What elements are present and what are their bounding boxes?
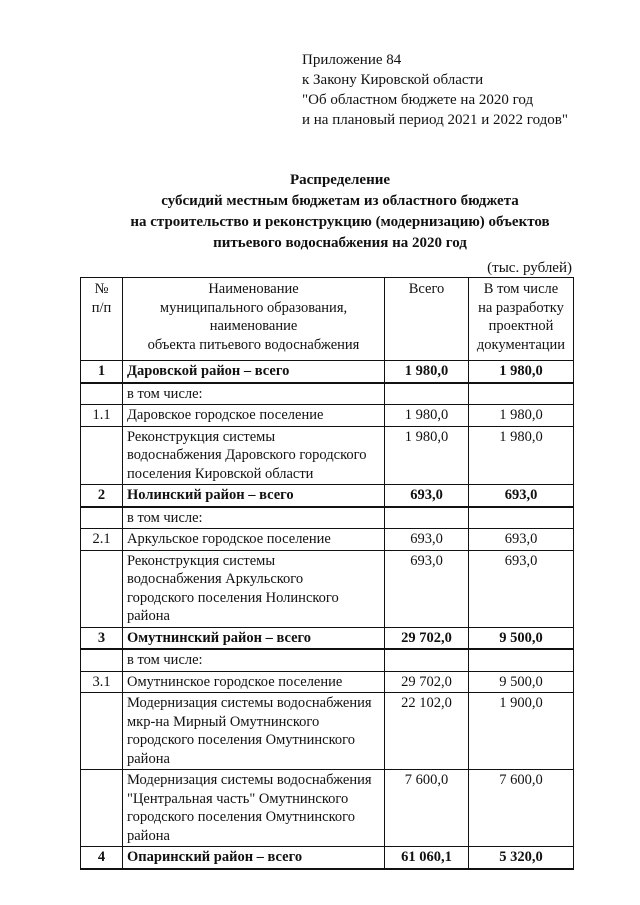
cell-name: Реконструкция системы водоснабжения Даровского городского поселения Кировской области [123, 426, 385, 485]
title-line: Распределение [289, 172, 391, 188]
cell-name: Даровской район – всего [123, 361, 385, 383]
cell-total: 29 702,0 [385, 671, 469, 693]
cell-total: 1 980,0 [385, 361, 469, 383]
cell-name: Омутнинское городское поселение [123, 671, 385, 693]
cell-number [81, 693, 123, 770]
table-row [81, 405, 574, 427]
appendix-line: к Закону Кировской области [302, 72, 484, 88]
cell-name: Даровское городское поселение [123, 405, 385, 427]
cell-number: 3.1 [81, 671, 123, 693]
appendix-line: "Об областном бюджете на 2020 год [302, 92, 534, 108]
cell-design: 5 320,0 [469, 847, 574, 869]
cell-name: в том числе: [123, 383, 385, 405]
appendix-header [302, 50, 568, 130]
cell-name: Модернизация системы водоснабжения мкр-на Мирный Омутнинского городского поселения Омутнинского района [123, 693, 385, 770]
table-row [81, 693, 574, 770]
cell-design [469, 649, 574, 671]
cell-total: 693,0 [385, 529, 469, 551]
cell-number [81, 550, 123, 627]
cell-design: 693,0 [469, 485, 574, 507]
table-row [81, 550, 574, 627]
table-body [81, 361, 574, 869]
cell-number: 1.1 [81, 405, 123, 427]
cell-design: 9 500,0 [469, 671, 574, 693]
header-design-docs: В том числе на разработку проектной документации [469, 278, 574, 361]
cell-name: Опаринский район – всего [123, 847, 385, 869]
cell-total: 1 980,0 [385, 426, 469, 485]
appendix-line: Приложение 84 [302, 52, 402, 68]
cell-number: 3 [81, 627, 123, 649]
cell-design: 693,0 [469, 529, 574, 551]
cell-number [81, 649, 123, 671]
cell-number [81, 770, 123, 847]
table-row [81, 485, 574, 507]
cell-total [385, 383, 469, 405]
cell-total: 7 600,0 [385, 770, 469, 847]
header-number: № п/п [81, 278, 123, 361]
title-line: питьевого водоснабжения на 2020 год [213, 235, 467, 251]
cell-design: 693,0 [469, 550, 574, 627]
cell-design: 1 900,0 [469, 693, 574, 770]
table-row [81, 627, 574, 649]
cell-name: Омутнинский район – всего [123, 627, 385, 649]
cell-name: Нолинский район – всего [123, 485, 385, 507]
table-row [81, 361, 574, 383]
cell-name: Реконструкция системы водоснабжения Аркульского городского поселения Нолинского района [123, 550, 385, 627]
title-line: субсидий местным бюджетам из областного бюджета [161, 193, 519, 209]
table-row [81, 507, 574, 529]
cell-design: 9 500,0 [469, 627, 574, 649]
cell-design: 7 600,0 [469, 770, 574, 847]
table-row [81, 529, 574, 551]
cell-number [81, 383, 123, 405]
cell-total: 22 102,0 [385, 693, 469, 770]
cell-number: 2.1 [81, 529, 123, 551]
cell-total: 693,0 [385, 550, 469, 627]
subsidy-table [80, 277, 574, 870]
cell-total: 29 702,0 [385, 627, 469, 649]
cell-total [385, 649, 469, 671]
cell-total: 1 980,0 [385, 405, 469, 427]
cell-design [469, 383, 574, 405]
cell-number [81, 426, 123, 485]
table-row [81, 847, 574, 869]
table-header-row [81, 278, 574, 361]
cell-number: 1 [81, 361, 123, 383]
cell-design: 1 980,0 [469, 426, 574, 485]
header-name: Наименование муниципального образования, наименование объекта питьевого водоснабжения [123, 278, 385, 361]
table-row [81, 649, 574, 671]
title-line: на строительство и реконструкцию (модернизацию) объектов [130, 214, 550, 230]
appendix-line: и на плановый период 2021 и 2022 годов" [302, 112, 568, 128]
cell-name: Аркульское городское поселение [123, 529, 385, 551]
cell-number: 2 [81, 485, 123, 507]
cell-design: 1 980,0 [469, 405, 574, 427]
cell-name: Модернизация системы водоснабжения "Центральная часть" Омутнинского городского поселения Омутнинского района [123, 770, 385, 847]
table-row [81, 426, 574, 485]
table-row [81, 770, 574, 847]
cell-name: в том числе: [123, 649, 385, 671]
cell-design [469, 507, 574, 529]
units-label: (тыс. рублей) [487, 260, 572, 276]
cell-design: 1 980,0 [469, 361, 574, 383]
cell-name: в том числе: [123, 507, 385, 529]
cell-total: 61 060,1 [385, 847, 469, 869]
table-row [81, 383, 574, 405]
table-row [81, 671, 574, 693]
cell-number [81, 507, 123, 529]
cell-total: 693,0 [385, 485, 469, 507]
cell-total [385, 507, 469, 529]
document-title [60, 170, 620, 254]
cell-number: 4 [81, 847, 123, 869]
header-total: Всего [385, 278, 469, 361]
